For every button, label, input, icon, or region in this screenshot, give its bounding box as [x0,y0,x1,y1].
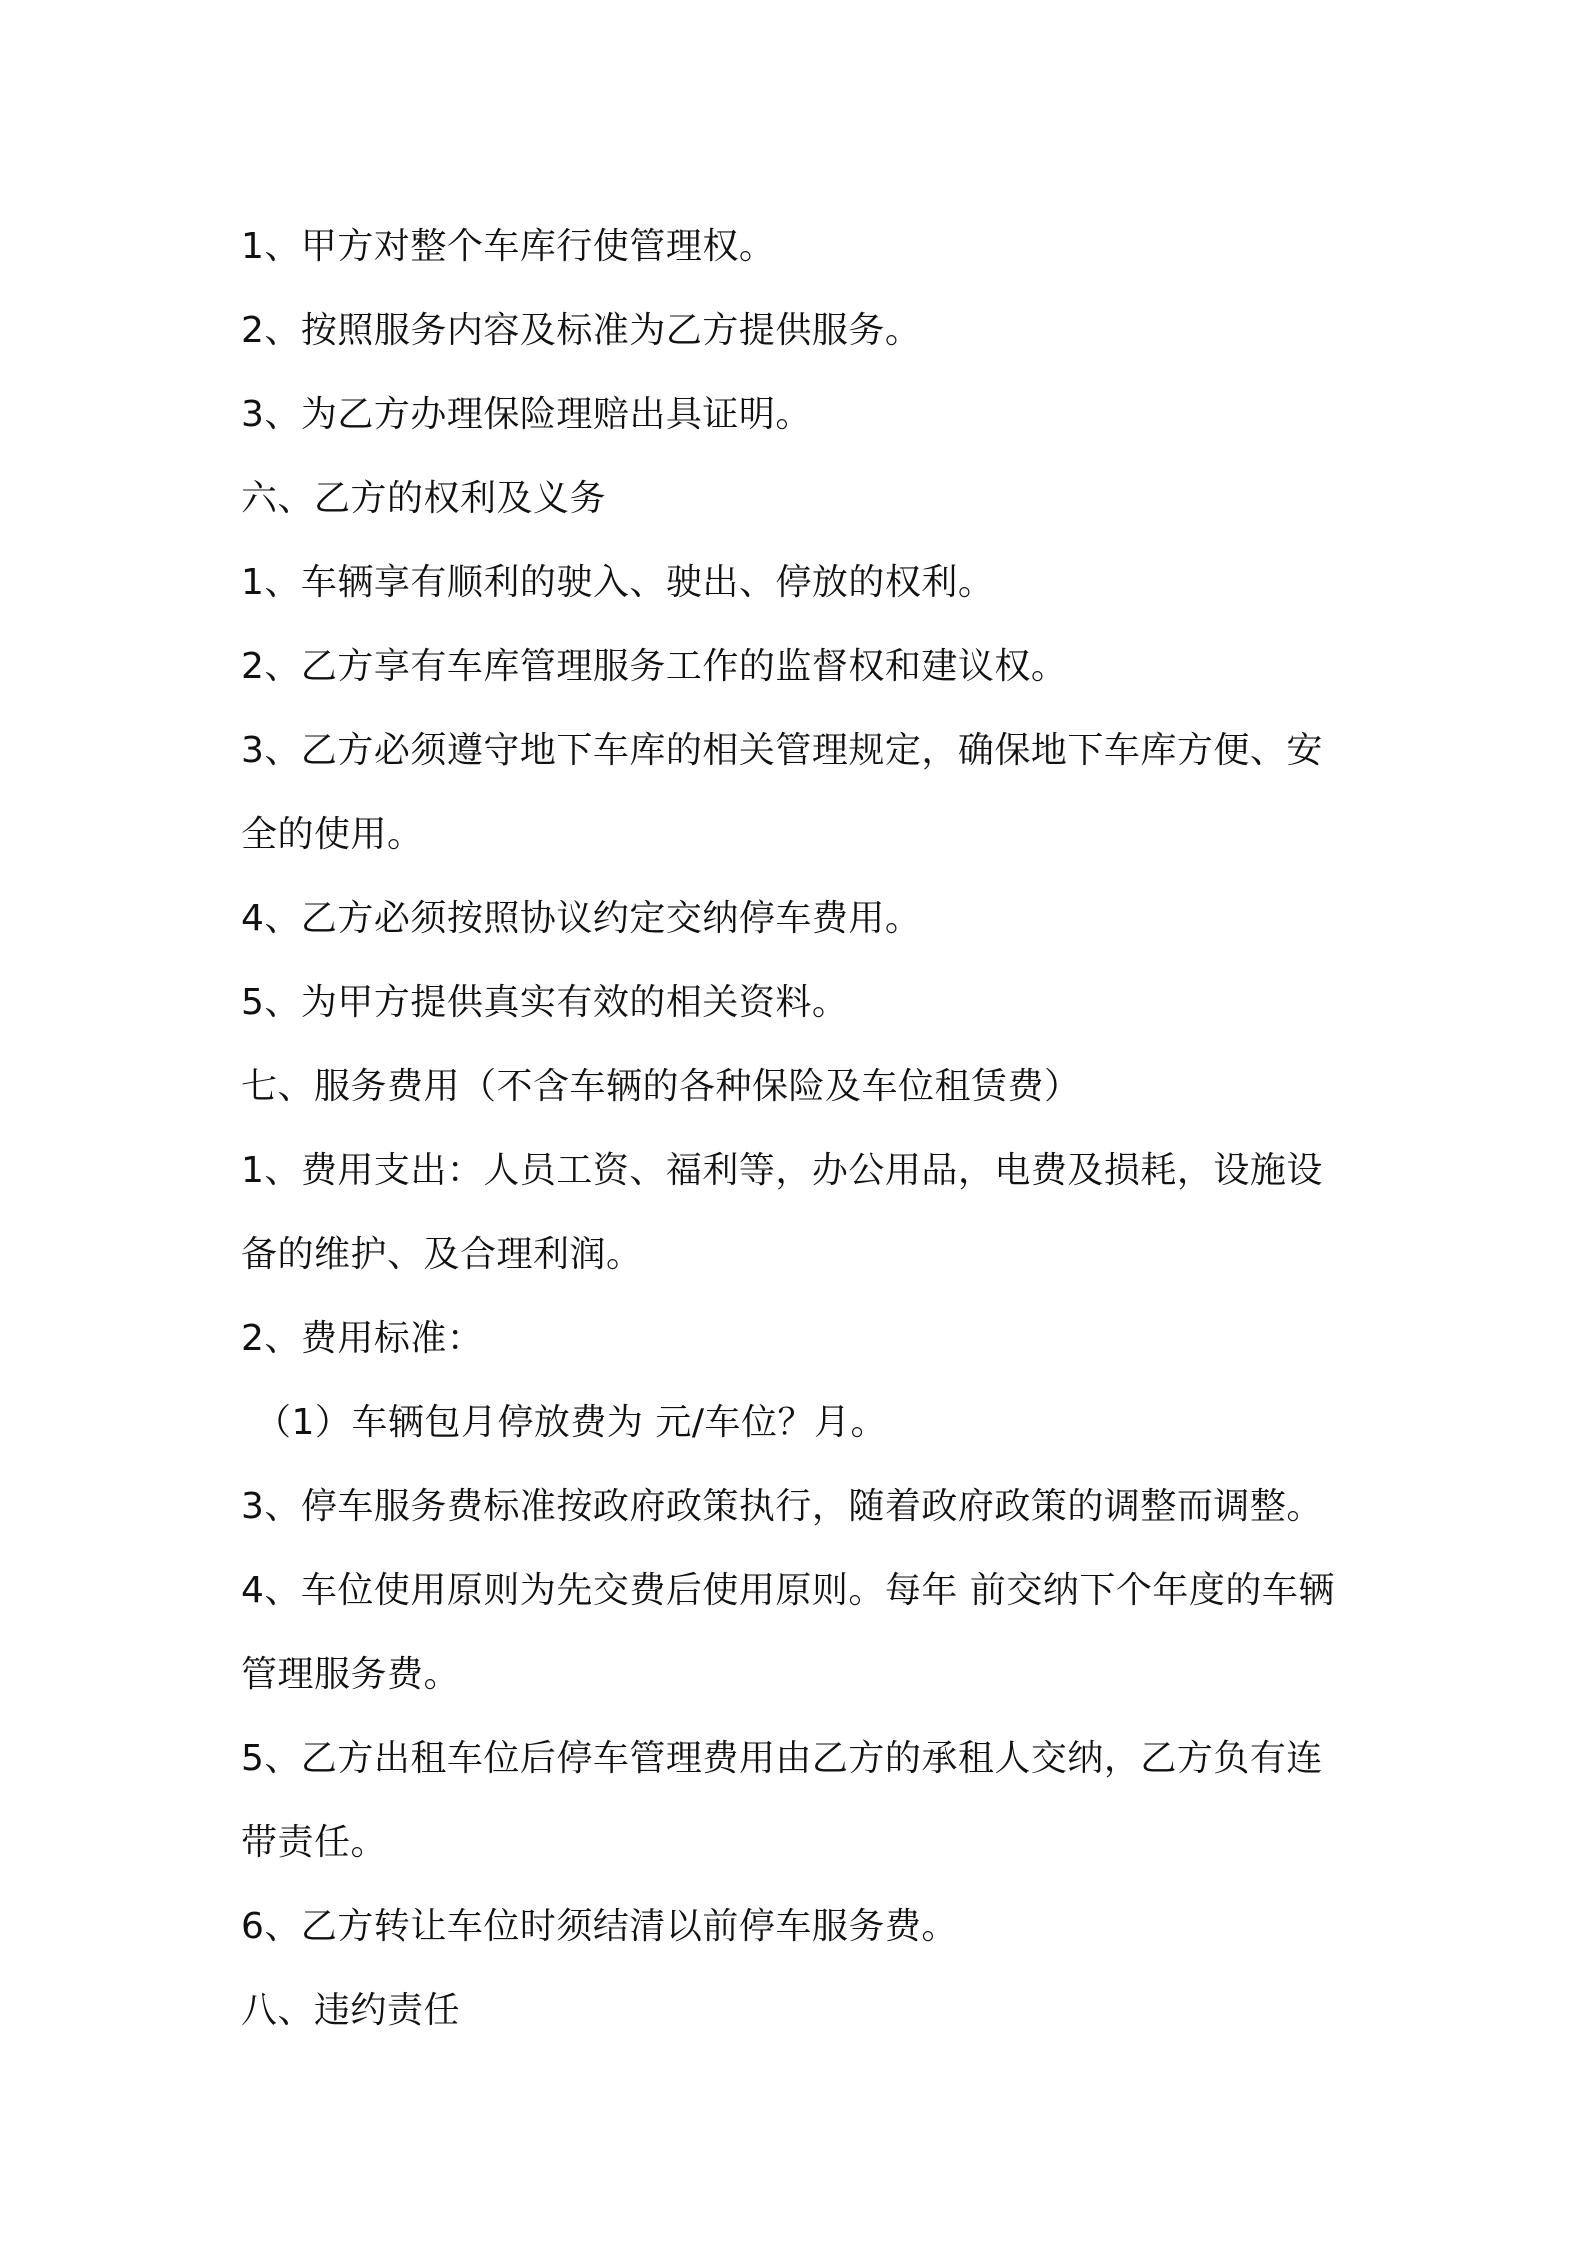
section-heading: 七、服务费用（不含车辆的各种保险及车位租赁费） [241,1066,1081,1107]
text-line: （1）车辆包月停放费为 元/车位？月。 [255,1402,887,1443]
text-line: 全的使用。 [241,814,424,855]
text-line: 2、乙方享有车库管理服务工作的监督权和建议权。 [241,646,1068,687]
text-line: 备的维护、及合理利润。 [241,1234,643,1275]
section-heading: 八、违约责任 [241,1990,461,2031]
text-line: 管理服务费。 [241,1654,461,1695]
text-line: 3、乙方必须遵守地下车库的相关管理规定，确保地下车库方便、安 [241,730,1323,771]
text-line: 3、停车服务费标准按政府政策执行，随着政府政策的调整而调整。 [241,1486,1323,1527]
text-line: 1、车辆享有顺利的驶入、驶出、停放的权利。 [241,562,995,603]
text-line: 5、乙方出租车位后停车管理费用由乙方的承租人交纳，乙方负有连 [241,1738,1323,1779]
text-line: 1、费用支出：人员工资、福利等，办公用品，电费及损耗，设施设 [241,1150,1323,1191]
text-line: 1、甲方对整个车库行使管理权。 [241,226,776,267]
section-heading: 六、乙方的权利及义务 [241,478,607,519]
text-line: 4、车位使用原则为先交费后使用原则。每年 前交纳下个年度的车辆 [241,1570,1335,1611]
document-body [241,205,1361,2053]
text-line: 6、乙方转让车位时须结清以前停车服务费。 [241,1906,958,1947]
text-line: 带责任。 [241,1822,388,1863]
text-line: 2、按照服务内容及标准为乙方提供服务。 [241,310,922,351]
text-line: 2、费用标准： [241,1318,484,1359]
text-line: 4、乙方必须按照协议约定交纳停车费用。 [241,898,922,939]
text-line: 3、为乙方办理保险理赔出具证明。 [241,394,812,435]
text-line: 5、为甲方提供真实有效的相关资料。 [241,982,849,1023]
